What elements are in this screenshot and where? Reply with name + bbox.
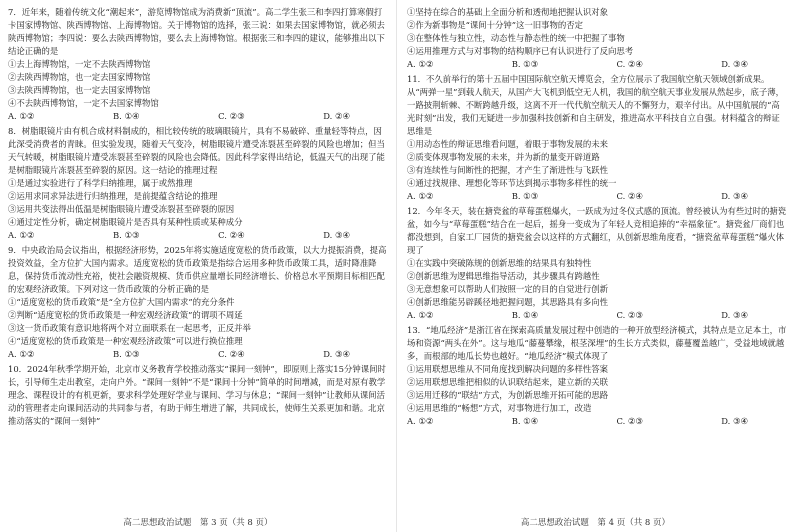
question-stem: 10．2024年秋季学期开始，北京市义务教育学校推动落实“课间一刻钟”，即原则上落实15分钟课间时长，引导师生走出教室，走向户外。“课间一刻钟”不是“课间十分钟”简单的时间增减，而是对原有教学理念、课程设计的有机更新，要求科学处理好学业与课间、学习与休息；“课间一刻钟”让教师从课间活动的管理者走向课间活动的共同参与者，有助于师生增进了解，共同成长，使师生关系更加和谐。北京推动落实的“课间一刻钟” bbox=[8, 364, 386, 426]
option: ③运用迁移的“联结”方式，为创新思维开拓可能的思路 bbox=[407, 390, 609, 400]
page-4 bbox=[397, 0, 794, 532]
option: ④运用思维的“畅想”方式，对事物进行加工，改造 bbox=[407, 403, 592, 413]
option: ①坚持在综合的基础上全面分析和透彻地把握认识对象 bbox=[407, 7, 608, 17]
answer-choices bbox=[8, 229, 390, 242]
question-11 bbox=[407, 73, 788, 203]
option: ②运用求同求异法进行归纳推理，是前提蕴含结论的推理 bbox=[8, 191, 218, 201]
option: ②作为新事物是“课间十分钟”这一旧事物的否定 bbox=[407, 20, 584, 30]
option: ④运用推理方式与对事物的结构顺序已有认识进行了反向思考 bbox=[407, 46, 634, 56]
option: ③这一货币政策有意识地将两个对立面联系在一起思考，正反并举 bbox=[8, 323, 251, 333]
choice-c: C. ②③ bbox=[218, 111, 245, 121]
option: ③有连续性与间断性的把握，才产生了渐进性与飞跃性 bbox=[407, 165, 608, 175]
choice-c: C. ②④ bbox=[616, 59, 643, 69]
page-footer: 高二思想政治试题 第 4 页（共 8 页） bbox=[520, 518, 671, 528]
choice-c: C. ②③ bbox=[616, 416, 643, 426]
choice-a: A. ①② bbox=[407, 59, 434, 69]
choice-b: B. ①④ bbox=[511, 310, 539, 320]
question-stem: 11．不久前举行的第十五届中国国际航空航天博览会，全方位展示了我国航空航天领域创新成果。从“两弹一星”到载人航天，从国产大飞机到低空无人机，我国的航空航天事业发展从然起步，底子薄，一路披荆斩棘、不断跨越升级，这离不开一代代航空航天人的不懈努力，艰辛付出。从中国航展的“高光时刻”出发，我们无疑进一步加强科技创新和自主研发，推进高水平科技自立自强。材料蕴含的辩证思维是 bbox=[407, 74, 785, 136]
option: ①“适度宽松的货币政策”是“全方位扩大国内需求”的充分条件 bbox=[8, 297, 235, 307]
choice-b: B. ①③ bbox=[511, 59, 539, 69]
option: ④“适度宽松的货币政策是一种宏观经济政策”可以进行换位推理 bbox=[8, 336, 243, 346]
question-8 bbox=[8, 125, 390, 242]
answer-choices bbox=[8, 110, 390, 123]
choice-d: D. ③④ bbox=[721, 416, 748, 426]
choice-d: D. ③④ bbox=[721, 310, 748, 320]
option: ④通过定性分析，确定树脂眼镜片是否具有某种性质或某种成分 bbox=[8, 217, 243, 227]
question-10 bbox=[8, 363, 390, 428]
choice-b: B. ①④ bbox=[511, 416, 539, 426]
choice-b: B. ①③ bbox=[113, 349, 140, 359]
choice-a: A. ①② bbox=[407, 310, 434, 320]
option: ①在实践中突破陈规的创新思维的结果具有独特性 bbox=[407, 258, 592, 268]
option: ④通过找规律、理想化等环节达到揭示事物多样性的统一 bbox=[407, 178, 617, 188]
choice-d: D. ②④ bbox=[323, 111, 350, 121]
option: ③在整体性与独立性，动态性与静态性的统一中把握了事物 bbox=[407, 33, 625, 43]
choice-b: B. ①③ bbox=[113, 230, 140, 240]
choice-d: D. ③④ bbox=[323, 349, 350, 359]
option: ①是通过实验进行了科学归纳推理，属于或然推理 bbox=[8, 178, 193, 188]
question-9 bbox=[8, 244, 390, 361]
option: ②质变体现事物发展的未来，并为新的量变开辟道路 bbox=[407, 152, 600, 162]
choice-c: C. ②④ bbox=[218, 230, 245, 240]
choice-c: C. ②③ bbox=[616, 310, 643, 320]
option: ①用动态性的辩证思维看问题，着眼于事物发展的未来 bbox=[407, 139, 608, 149]
question-stem: 12．今年冬天，装在搪瓷盆的草莓蛋糕爆火，一跃成为过冬仪式感的顶流。曾经被认为有些过时的搪瓷盆，如今与“草莓蛋糕”结合在一起后，摇身一变成为了年轻人竞相追捧的“幸福象征”。搪瓷盆厂商们也都没想到，自家工厂园货的搪瓷盆会以这样的方式翻红，从创新思维角度看，“搪瓷盆草莓蛋糕”爆火体现了 bbox=[407, 206, 787, 255]
question-13 bbox=[407, 324, 788, 428]
question-stem: 9．中央政治局会议指出，根据经济形势，2025年将实施适度宽松的货币政策，以大力提振消费，提高投资效益，全方位扩大国内需求。适度宽松的货币政策是指综合运用多种货币政策工具，适时降准降息，保持货币流动性充裕，使社会融资规模、货币供应量增长同经济增长、价格总水平预期目标相匹配的宏观经济政策。下列对这一货币政策的分析正确的是 bbox=[8, 245, 387, 294]
option: ③无意想象可以帮助人们按照一定的目的自觉进行创新 bbox=[407, 284, 608, 294]
choice-a: A. ①② bbox=[8, 349, 35, 359]
choice-d: D. ③④ bbox=[721, 59, 748, 69]
answer-choices bbox=[407, 415, 788, 428]
answer-choices bbox=[407, 58, 788, 71]
option: ④不去陕西博物馆，一定不去国家博物馆 bbox=[8, 98, 159, 108]
answer-choices bbox=[407, 309, 788, 322]
question-7 bbox=[8, 6, 390, 123]
question-stem: 7．近年来，随着传统文化“潮起来”，游览博物馆成为消费新“顶流”。高二学生张三和李四打算寒假打卡国家博物馆、陕西博物馆、上海博物馆。关于博物馆的选择，张三说：如果去国家博物馆，就必须去陕西博物馆；李四说：要么去陕西博物馆，要么去上海博物馆。根据张三和李四的建议，能够推出以下结论正确的是 bbox=[8, 7, 385, 56]
choice-a: A. ①② bbox=[407, 191, 434, 201]
answer-choices bbox=[407, 190, 788, 203]
answer-choices bbox=[8, 348, 390, 361]
choice-a: A. ①② bbox=[8, 111, 35, 121]
choice-b: B. ①③ bbox=[511, 191, 539, 201]
option: ③去陕西博物馆，也一定去国家博物馆 bbox=[8, 85, 151, 95]
choice-d: D. ③④ bbox=[323, 230, 350, 240]
option: ①去上海博物馆，一定不去陕西博物馆 bbox=[8, 59, 151, 69]
option: ②判断“适度宽松的货币政策是一种宏观经济政策”的谓项不周延 bbox=[8, 310, 243, 320]
choice-a: A. ①② bbox=[407, 416, 434, 426]
option: ②去陕西博物馆，也一定去国家博物馆 bbox=[8, 72, 151, 82]
question-stem: 13．“地瓜经济”是浙江省在探索高质量发展过程中创造的一种开放型经济模式，其特点是立足本土，市场和资源“两头在外”。这与地瓜“藤蔓攀缘，根茎深埋”的生长方式类似，藤蔓覆盖越广，受益地域就越多，而根部的地瓜长势也越好。“地瓜经济”模式体现了 bbox=[407, 325, 787, 361]
choice-b: B. ①④ bbox=[113, 111, 140, 121]
option: ①运用联想思维从不同角度找到解决问题的多样性答案 bbox=[407, 364, 608, 374]
question-12 bbox=[407, 205, 788, 322]
question-stem: 8．树脂眼镜片由有机合成材料制成的，相比较传统的玻璃眼镜片，具有不易破碎、重量轻等特点，因此深受消费者的青睐。但实验发现，随着天气变冷，树脂眼镜片遭受冻裂甚至碎裂的风险也增加；但当天气转暖，树脂眼镜片遭受冻裂甚至碎裂的风险也会降低。因此科学家得出结论，低温天气的出现了能是树脂眼镜片冻裂甚至碎裂的原因。这一结论的推理过程 bbox=[8, 126, 385, 175]
choice-a: A. ①② bbox=[8, 230, 35, 240]
option: ③运用共变法得出低温是树脂眼镜片遭受冻裂甚至碎裂的原因 bbox=[8, 204, 235, 214]
choice-d: D. ③④ bbox=[721, 191, 748, 201]
question-10-continued bbox=[407, 6, 788, 71]
option: ②创新思维为逻辑思维指导活动，其步骤具有跨越性 bbox=[407, 271, 600, 281]
choice-c: C. ②④ bbox=[218, 349, 245, 359]
choice-c: C. ②④ bbox=[616, 191, 643, 201]
page-footer: 高二思想政治试题 第 3 页（共 8 页） bbox=[123, 518, 273, 528]
option: ②运用联想思维把相似的认识联结起来，建立新的关联 bbox=[407, 377, 608, 387]
option: ④创新思维能另辟蹊径地把握问题，其思路具有多向性 bbox=[407, 297, 608, 307]
